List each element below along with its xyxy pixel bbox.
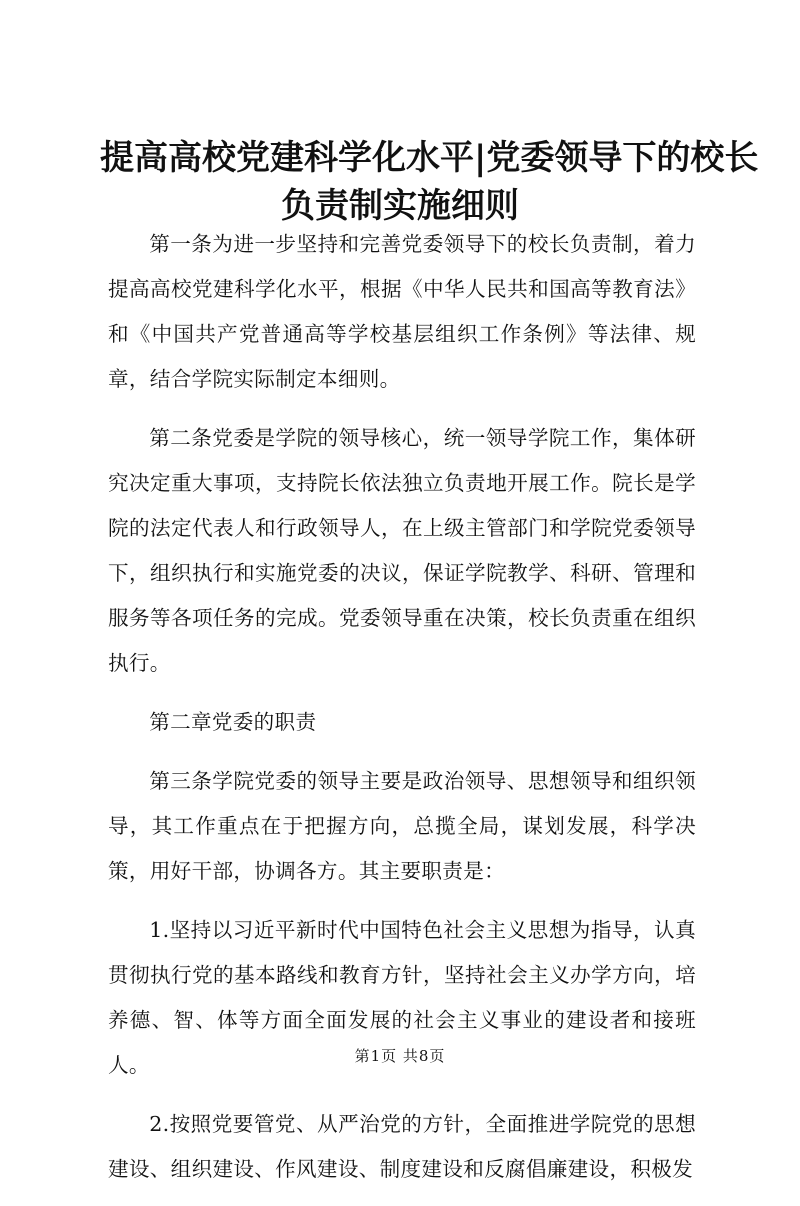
paragraph-article-2: 第二条党委是学院的领导核心，统一领导学院工作，集体研究决定重大事项，支持院长依法独立负责地开展工作。院长是学院的法定代表人和行政领导人，在上级主管部门和学院党委领导下，组织执行和实施党委的决议，保证学院教学、科研、管理和服务等各项任务的完成。党委领导重在决策，校长负责重在组织执行。 [108, 426, 696, 675]
document-title-line-2: 负责制实施细则 [281, 186, 519, 226]
list-item-2: 2.按照党要管党、从严治党的方针，全面推进学院党的思想建设、组织建设、作风建设、制度建设和反腐倡廉建设，积极发 [108, 1112, 696, 1181]
page-number-footer: 第1页 共8页 [354, 1047, 446, 1065]
list-item-1: 1.坚持以习近平新时代中国特色社会主义思想为指导，认真贯彻执行党的基本路线和教育方针，坚持社会主义办学方向，培养德、智、体等方面全面发展的社会主义事业的建设者和接班人。 [108, 918, 696, 1077]
document-title-line-1: 提高高校党建科学化水平|党委领导下的校长 [100, 138, 759, 178]
paragraph-article-1: 第一条为进一步坚持和完善党委领导下的校长负责制，着力提高高校党建科学化水平，根据《中华人民共和国高等教育法》和《中国共产党普通高等学校基层组织工作条例》等法律、规章，结合学院实际制定本细则。 [108, 232, 696, 391]
paragraph-article-3: 第三条学院党委的领导主要是政治领导、思想领导和组织领导，其工作重点在于把握方向，总揽全局，谋划发展，科学决策，用好干部，协调各方。其主要职责是： [108, 769, 696, 883]
chapter-heading-2: 第二章党委的职责 [149, 710, 317, 734]
